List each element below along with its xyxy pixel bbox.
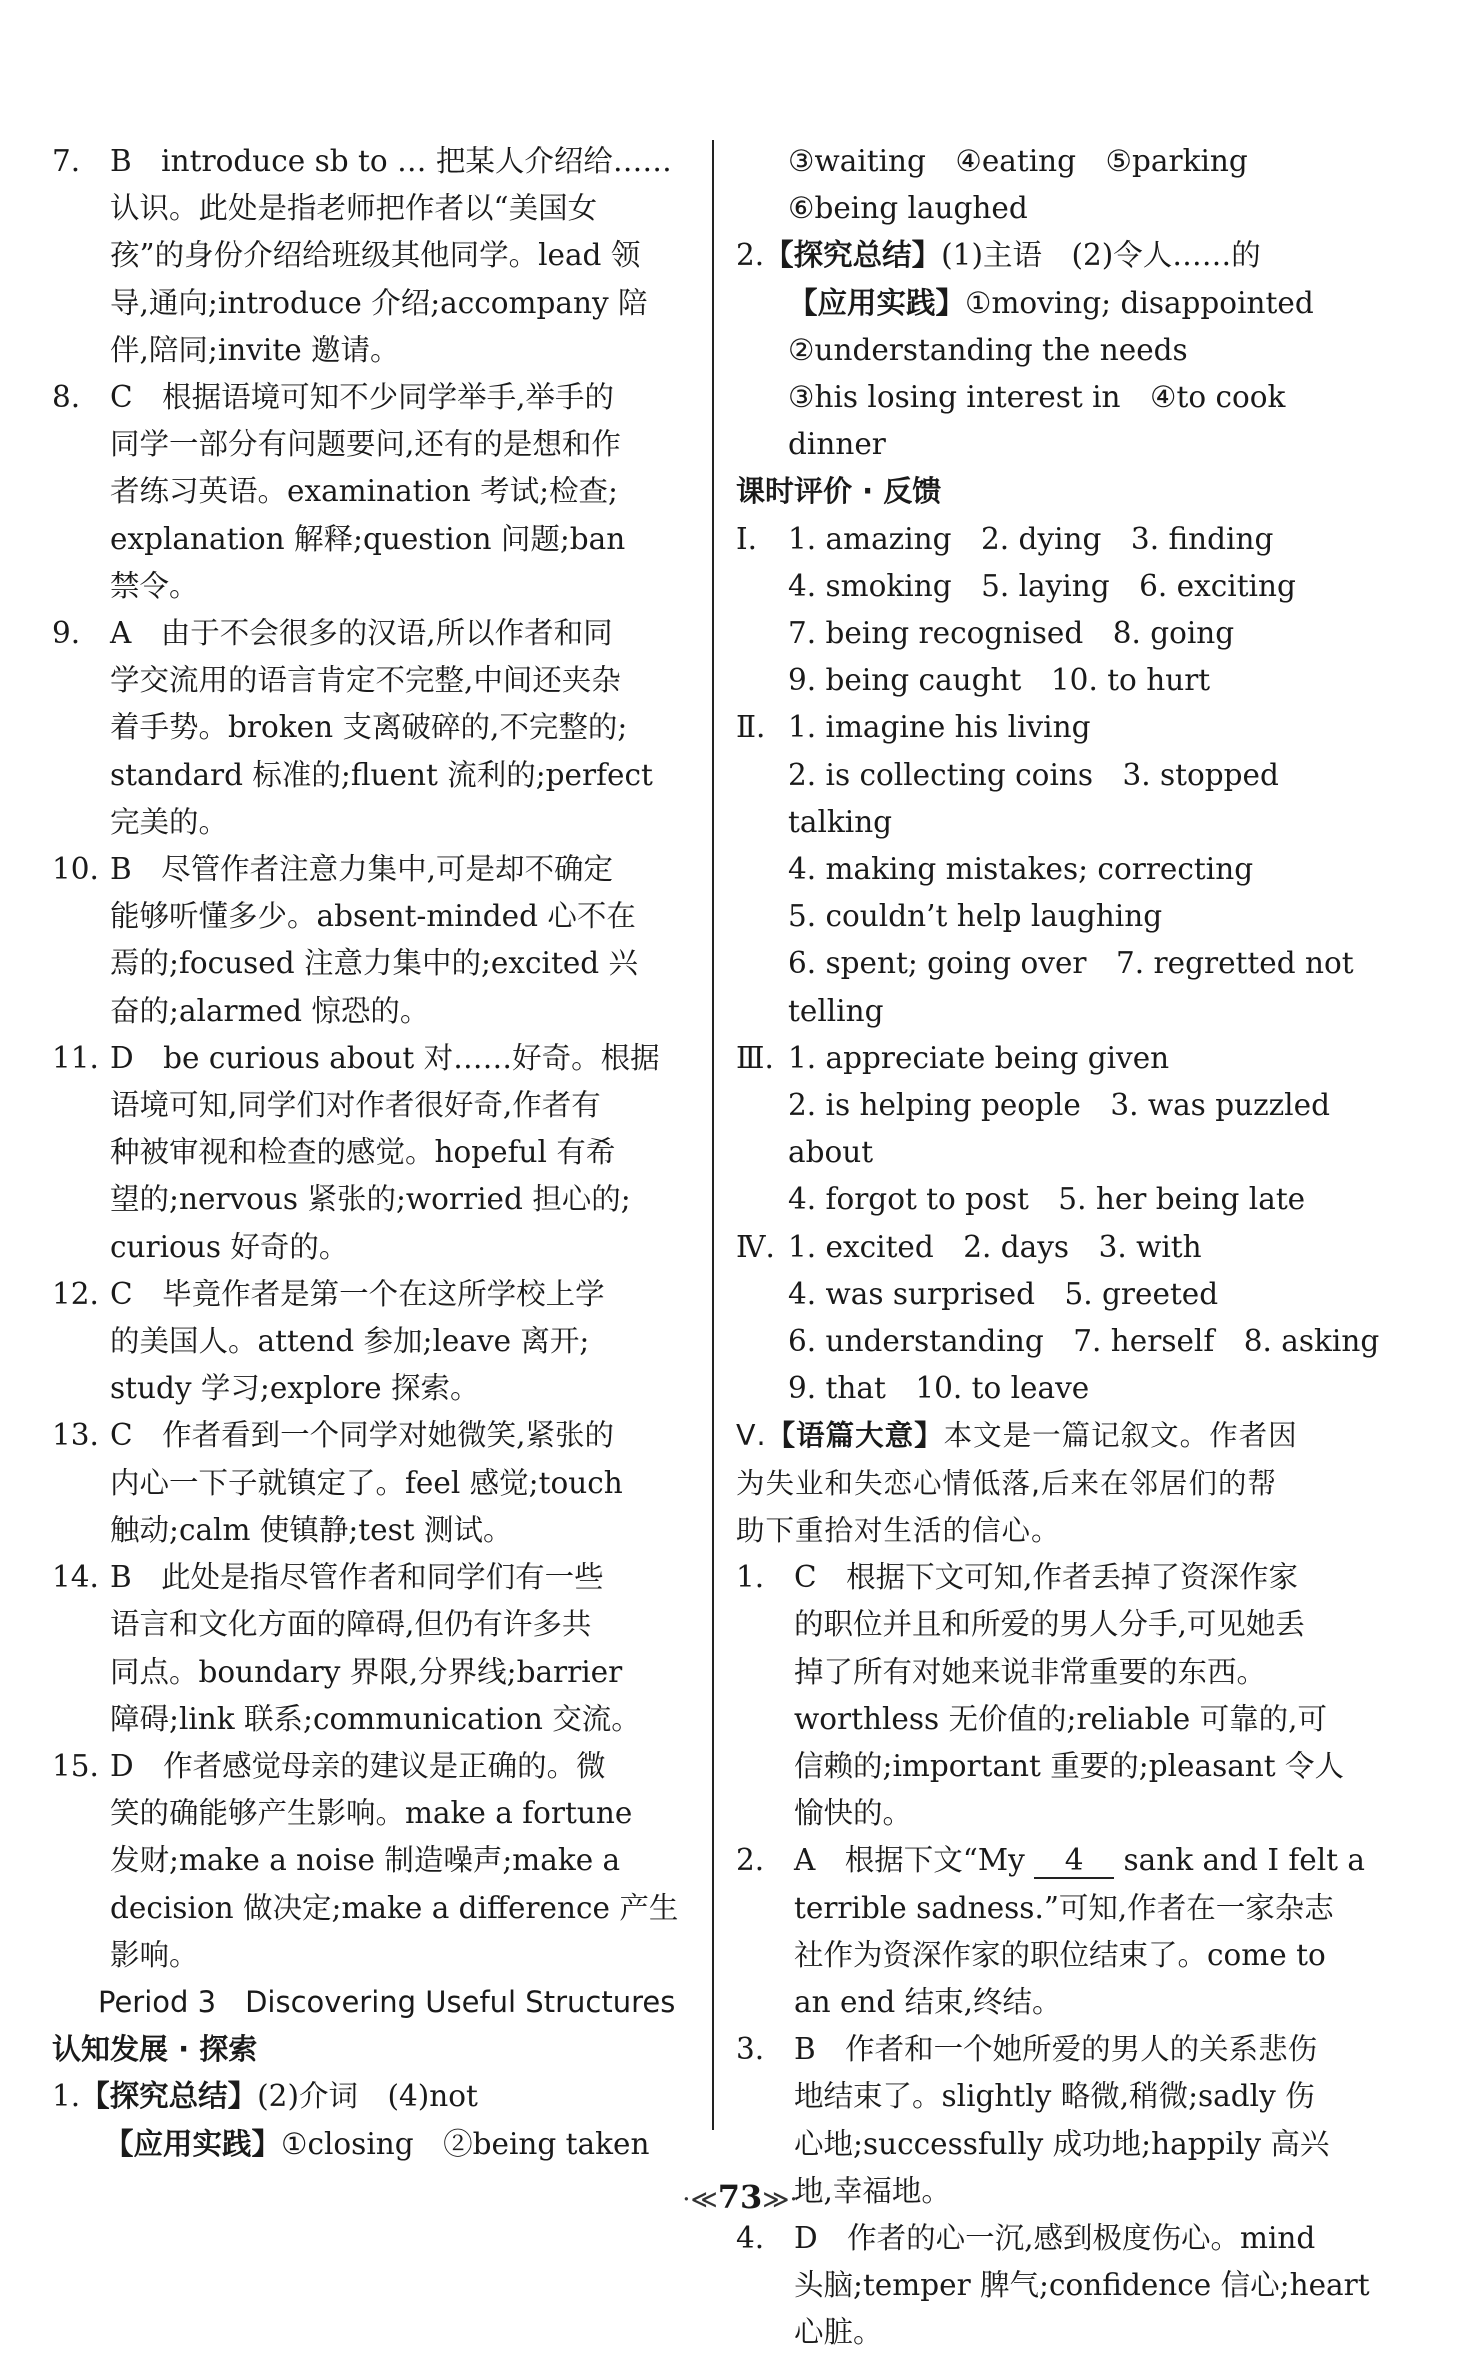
item-number: 14.	[52, 1560, 99, 1595]
structure-answer-1: 1.【探究总结】(2)介词 (4)not	[52, 2079, 478, 2114]
item-number: 15.	[52, 1748, 99, 1783]
answer-item-14: 14. B 此处是指尽管作者和同学们有一些 语言和文化方面的障碍,但仍有许多共 同点。boundary 界限,分界线;barrier 障碍;link 联系;communication 交流。	[52, 1554, 692, 1743]
answer-item-10: 10. B 尽管作者注意力集中,可是却不确定 能够听懂多少。absent-minded 心不在 焉的;focused 注意力集中的;excited 兴 奋的;alarmed 惊恐的。	[52, 846, 692, 1035]
answer-item-13: 13. C 作者看到一个同学对她微笑,紧张的 内心一下子就镇定了。feel 感觉;touch 触动;calm 使镇静;test 测试。	[52, 1412, 692, 1554]
item-number: 7.	[52, 144, 81, 178]
answer-item-15: 15. D 作者感觉母亲的建议是正确的。微 笑的确能够产生影响。make a fortune 发财;make a noise 制造噪声;make a decision 做决定;make a difference 产生 影响。	[52, 1743, 692, 1979]
section-heading: 认知发展 · 探索	[52, 2032, 258, 2067]
page-number-ornament-right: ≫·	[762, 2185, 798, 2215]
exercise-roman-1: Ⅰ. 1. amazing 2. dying 3. finding 4. smoking 5. laying 6. exciting 7. being recognised 8. going 9. being caught 10. to hurt	[736, 521, 1296, 698]
item-number: 9.	[52, 616, 81, 651]
item-number: 13.	[52, 1418, 99, 1453]
item-number: 3.	[736, 2032, 765, 2067]
column-divider	[712, 140, 714, 2130]
answer-item-7: 7. B introduce sb to … 把某人介绍给…… 认识。此处是指老师把作者以“美国女 孩”的身份介绍给班级其他同学。lead 领 导,通向;introduce 介绍;accompany 陪 伴,陪同;invite 邀请。	[52, 138, 692, 374]
page-number-ornament-left: ·≪	[682, 2185, 718, 2215]
item-number: 8.	[52, 380, 81, 415]
structure-answer-1-practice: 【应用实践】①closing ②being taken	[104, 2126, 650, 2161]
exercise-roman-4: Ⅳ. 1. excited 2. days 3. with 4. was surprised 5. greeted 6. understanding 7. herself 8. asking 9. that 10. to leave	[736, 1229, 1380, 1406]
right-column	[736, 138, 1386, 2357]
answer-item-v2: 2. A 根据下文“My 4 sank and I felt a terrible sadness.”可知,作者在一家杂志 社作为资深作家的职位结束了。come to an end 结束,终结。	[736, 1837, 1386, 2026]
structure-answer-line: ③his losing interest in ④to cook dinner	[788, 380, 1286, 462]
item-number: 4.	[736, 2220, 765, 2255]
exercise-roman-2: Ⅱ. 1. imagine his living 2. is collecting coins 3. stopped talking 4. making mistakes; correcting 5. couldn’t help laughing 6. spent; going over 7. regretted not telling	[736, 710, 1354, 1028]
answer-item-v3: 3. B 作者和一个她所爱的男人的关系悲伤 地结束了。slightly 略微,稍微;sadly 伤 心地;successfully 成功地;happily 高兴 地,幸福地。	[736, 2026, 1386, 2215]
answer-item-v1: 1. C 根据下文可知,作者丢掉了资深作家 的职位并且和所爱的男人分手,可见她丢 掉了所有对她来说非常重要的东西。 worthless 无价值的;reliable 可靠的,可 信赖的;important 重要的;pleasant 令人 愉快的。	[736, 1554, 1386, 1837]
answer-item-12: 12. C 毕竟作者是第一个在这所学校上学 的美国人。attend 参加;leave 离开; study 学习;explore 探索。	[52, 1271, 692, 1413]
item-number: 11.	[52, 1040, 99, 1075]
page-number: ·≪73≫·	[682, 2178, 798, 2216]
period-title: Period 3 Discovering Useful Structures	[98, 1984, 676, 2019]
item-number: 12.	[52, 1276, 99, 1311]
left-column	[52, 138, 692, 2168]
structure-answer-line: ③waiting ④eating ⑤parking	[788, 144, 1248, 178]
section-heading: 课时评价 · 反馈	[736, 474, 942, 509]
structure-answer-line: ②understanding the needs	[788, 332, 1188, 367]
item-number: 2.	[736, 1843, 765, 1878]
passage-summary: Ⅴ.【语篇大意】本文是一篇记叙文。作者因 为失业和失恋心情低落,后来在邻居们的帮 助下重拾对生活的信心。	[736, 1419, 1298, 1547]
structure-answer-2-practice: 【应用实践】①moving; disappointed	[788, 285, 1314, 320]
answer-item-v4: 4. D 作者的心一沉,感到极度伤心。mind 头脑;temper 脾气;confidence 信心;heart 心脏。	[736, 2215, 1386, 2357]
structure-answer-2: 2.【探究总结】(1)主语 (2)令人……的	[736, 238, 1261, 273]
answer-item-11: 11. D be curious about 对……好奇。根据 语境可知,同学们对作者很好奇,作者有 种被审视和检查的感觉。hopeful 有希 望的;nervous 紧张的;worried 担心的; curious 好奇的。	[52, 1035, 692, 1271]
blank-number: 4	[1034, 1843, 1114, 1879]
structure-answer-line: ⑥being laughed	[788, 191, 1028, 226]
answer-item-9: 9. A 由于不会很多的汉语,所以作者和同 学交流用的语言肯定不完整,中间还夹杂 着手势。broken 支离破碎的,不完整的; standard 标准的;fluent 流利的;perfect 完美的。	[52, 610, 692, 846]
exercise-roman-3: Ⅲ. 1. appreciate being given 2. is helping people 3. was puzzled about 4. forgot to post 5. her being late	[736, 1040, 1330, 1217]
item-number: 1.	[736, 1560, 765, 1595]
answer-item-8: 8. C 根据语境可知不少同学举手,举手的 同学一部分有问题要问,还有的是想和作 者练习英语。examination 考试;检查; explanation 解释;question 问题;ban 禁令。	[52, 374, 692, 610]
item-number: 10.	[52, 852, 99, 887]
